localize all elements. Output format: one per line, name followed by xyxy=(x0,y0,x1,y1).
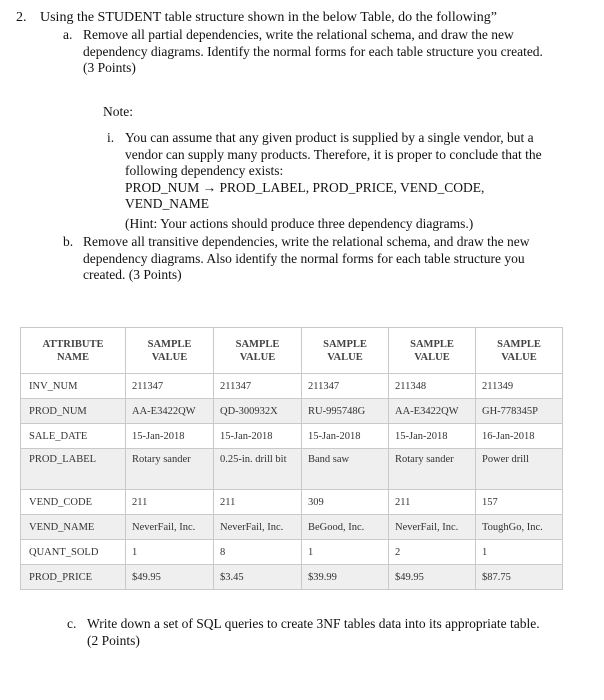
header-sample-value: SAMPLE VALUE xyxy=(389,328,476,374)
dependency-line-2: VEND_NAME xyxy=(125,196,209,211)
value-cell: 0.25-in. drill bit xyxy=(214,449,302,490)
attribute-cell: VEND_CODE xyxy=(21,490,126,515)
value-cell: Rotary sander xyxy=(126,449,214,490)
attribute-cell: SALE_DATE xyxy=(21,424,126,449)
attribute-cell: PROD_LABEL xyxy=(21,449,126,490)
value-cell: RU-995748G xyxy=(302,399,389,424)
value-cell: 211 xyxy=(389,490,476,515)
value-cell: 1 xyxy=(476,540,563,565)
value-cell: Power drill xyxy=(476,449,563,490)
part-b-marker: b. xyxy=(63,234,74,249)
part-c xyxy=(67,615,567,649)
value-cell: 211 xyxy=(126,490,214,515)
question-text: Using the STUDENT table structure shown in the below Table, do the following” xyxy=(40,10,497,25)
part-a-marker: a. xyxy=(63,27,73,42)
part-b xyxy=(63,234,573,284)
value-cell: ToughGo, Inc. xyxy=(476,515,563,540)
part-c-marker: c. xyxy=(67,616,77,631)
value-cell: 15-Jan-2018 xyxy=(389,424,476,449)
value-cell: 1 xyxy=(126,540,214,565)
attribute-cell: VEND_NAME xyxy=(21,515,126,540)
attribute-cell: PROD_PRICE xyxy=(21,565,126,590)
question-number: 2. xyxy=(16,10,27,25)
value-cell: Band saw xyxy=(302,449,389,490)
note-item-line-3: following dependency exists: xyxy=(125,163,284,178)
value-cell: 211349 xyxy=(476,374,563,399)
value-cell: NeverFail, Inc. xyxy=(389,515,476,540)
value-cell: 211348 xyxy=(389,374,476,399)
value-cell: AA-E3422QW xyxy=(126,399,214,424)
value-cell: $39.99 xyxy=(302,565,389,590)
part-b-line-2: dependency diagrams. Also identify the normal forms for each table structure you xyxy=(83,250,525,266)
table-row xyxy=(21,565,563,590)
header-sample-value: SAMPLE VALUE xyxy=(126,328,214,374)
header-sample-value: SAMPLE VALUE xyxy=(302,328,389,374)
part-a xyxy=(63,27,573,77)
value-cell: 211 xyxy=(214,490,302,515)
note-item xyxy=(107,130,565,213)
table-row xyxy=(21,515,563,540)
value-cell: 8 xyxy=(214,540,302,565)
header-attribute-name: ATTRIBUTE NAME xyxy=(21,328,126,374)
value-cell: 309 xyxy=(302,490,389,515)
part-a-line-1: Remove all partial dependencies, write the relational schema, and draw the new xyxy=(83,27,514,42)
note-item-line-1: You can assume that any given product is supplied by a single vendor, but a xyxy=(125,130,534,145)
header-sample-value: SAMPLE VALUE xyxy=(214,328,302,374)
table-row xyxy=(21,449,563,490)
table-row xyxy=(21,374,563,399)
value-cell: QD-300932X xyxy=(214,399,302,424)
part-a-line-2: dependency diagrams. Identify the normal forms for each table structure you created. xyxy=(83,43,543,59)
value-cell: GH-778345P xyxy=(476,399,563,424)
question-heading xyxy=(16,9,586,26)
part-b-line-3: created. (3 Points) xyxy=(83,267,182,282)
part-c-line-1: Write down a set of SQL queries to create 3NF tables data into its appropriate table. xyxy=(87,616,540,631)
note-item-marker: i. xyxy=(107,130,115,145)
note-item-line-2: vendor can supply many products. Therefore, it is proper to conclude that the xyxy=(125,146,542,162)
table-row xyxy=(21,424,563,449)
header-sample-value: SAMPLE VALUE xyxy=(476,328,563,374)
attribute-cell: PROD_NUM xyxy=(21,399,126,424)
value-cell: 2 xyxy=(389,540,476,565)
value-cell: $87.75 xyxy=(476,565,563,590)
table-row xyxy=(21,490,563,515)
value-cell: $3.45 xyxy=(214,565,302,590)
value-cell: AA-E3422QW xyxy=(389,399,476,424)
part-b-line-1: Remove all transitive dependencies, write the relational schema, and draw the new xyxy=(83,234,530,249)
value-cell: NeverFail, Inc. xyxy=(214,515,302,540)
value-cell: 211347 xyxy=(214,374,302,399)
student-table xyxy=(20,327,562,585)
value-cell: NeverFail, Inc. xyxy=(126,515,214,540)
value-cell: $49.95 xyxy=(126,565,214,590)
value-cell: 16-Jan-2018 xyxy=(476,424,563,449)
value-cell: 15-Jan-2018 xyxy=(126,424,214,449)
value-cell: 15-Jan-2018 xyxy=(302,424,389,449)
hint-text: (Hint: Your actions should produce three dependency diagrams.) xyxy=(125,216,474,231)
value-cell: Rotary sander xyxy=(389,449,476,490)
table-header-row xyxy=(21,328,563,374)
attribute-cell: INV_NUM xyxy=(21,374,126,399)
table-row xyxy=(21,540,563,565)
value-cell: 15-Jan-2018 xyxy=(214,424,302,449)
part-c-line-2: (2 Points) xyxy=(87,633,140,648)
value-cell: 157 xyxy=(476,490,563,515)
value-cell: $49.95 xyxy=(389,565,476,590)
table-row xyxy=(21,399,563,424)
value-cell: 211347 xyxy=(302,374,389,399)
part-a-line-3: (3 Points) xyxy=(83,60,136,75)
attribute-cell: QUANT_SOLD xyxy=(21,540,126,565)
note-label: Note: xyxy=(103,104,133,119)
dependency-line-1: PROD_NUM → PROD_LABEL, PROD_PRICE, VEND_CODE, xyxy=(125,179,485,195)
value-cell: 1 xyxy=(302,540,389,565)
value-cell: BeGood, Inc. xyxy=(302,515,389,540)
value-cell: 211347 xyxy=(126,374,214,399)
